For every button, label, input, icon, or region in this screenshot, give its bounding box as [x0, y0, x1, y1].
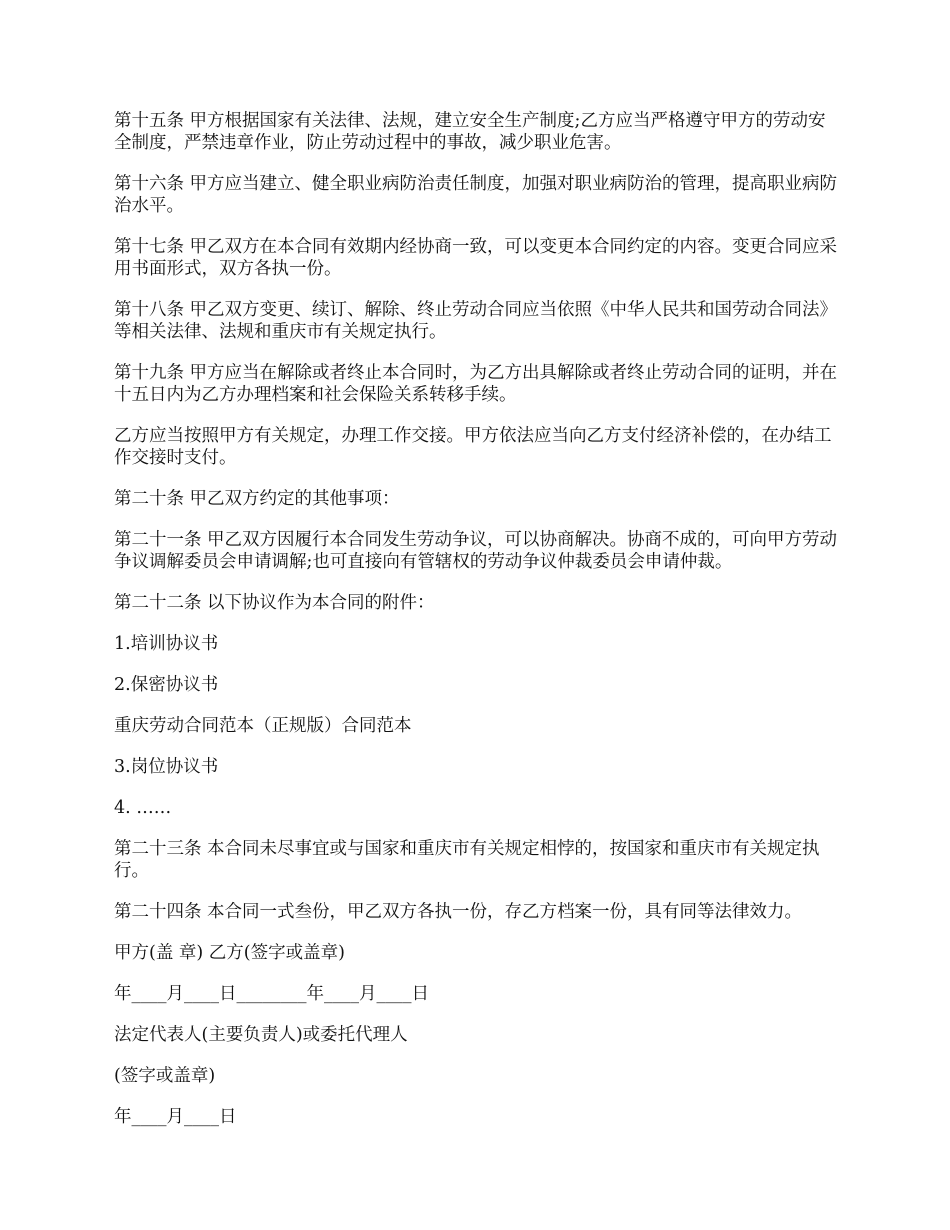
document-body: [114, 110, 838, 1147]
final-date-line: 年____月____日: [114, 1107, 237, 1127]
signature-parties-line: 甲方(盖 章) 乙方(签字或盖章): [114, 943, 345, 963]
article-19: 第十九条 甲方应当在解除或者终止本合同时，为乙方出具解除或者终止劳动合同的证明，并在十五日内为乙方办理档案和社会保险关系转移手续。: [114, 363, 838, 405]
article-23: 第二十三条 本合同未尽事宜或与国家和重庆市有关规定相悖的，按国家和重庆市有关规定执行。: [114, 839, 820, 881]
attachment-item-4: 4. ……: [114, 798, 172, 818]
article-24: 第二十四条 本合同一式叁份，甲乙双方各执一份，存乙方档案一份，具有同等法律效力。: [114, 902, 803, 922]
legal-representative-line: 法定代表人(主要负责人)或委托代理人: [114, 1025, 408, 1045]
sign-or-seal-line: (签字或盖章): [114, 1066, 216, 1086]
article-20: 第二十条 甲乙双方约定的其他事项：: [114, 489, 400, 509]
article-17: 第十七条 甲乙双方在本合同有效期内经协商一致，可以变更本合同约定的内容。变更合同应采用书面形式，双方各执一份。: [114, 237, 838, 279]
article-18: 第十八条 甲乙双方变更、续订、解除、终止劳动合同应当依照《中华人民共和国劳动合同法》等相关法律、法规和重庆市有关规定执行。: [114, 300, 838, 342]
article-19-handover: 乙方应当按照甲方有关规定，办理工作交接。甲方依法应当向乙方支付经济补偿的，在办结工作交接时支付。: [114, 426, 832, 468]
template-title-line: 重庆劳动合同范本（正规版）合同范本: [114, 716, 412, 736]
signature-date-line: 年____月____日________年____月____日: [114, 984, 429, 1004]
article-21: 第二十一条 甲乙双方因履行本合同发生劳动争议，可以协商解决。协商不成的，可向甲方劳动争议调解委员会申请调解;也可直接向有管辖权的劳动争议仲裁委员会申请仲裁。: [114, 530, 838, 572]
attachment-item-2: 2.保密协议书: [114, 675, 219, 695]
attachment-item-3: 3.岗位协议书: [114, 757, 219, 777]
attachment-item-1: 1.培训协议书: [114, 634, 219, 654]
article-22: 第二十二条 以下协议作为本合同的附件：: [114, 593, 435, 613]
article-15: 第十五条 甲方根据国家有关法律、法规，建立安全生产制度;乙方应当严格遵守甲方的劳动安全制度，严禁违章作业，防止劳动过程中的事故，减少职业危害。: [114, 111, 826, 153]
article-16: 第十六条 甲方应当建立、健全职业病防治责任制度，加强对职业病防治的管理，提高职业病防治水平。: [114, 174, 838, 216]
